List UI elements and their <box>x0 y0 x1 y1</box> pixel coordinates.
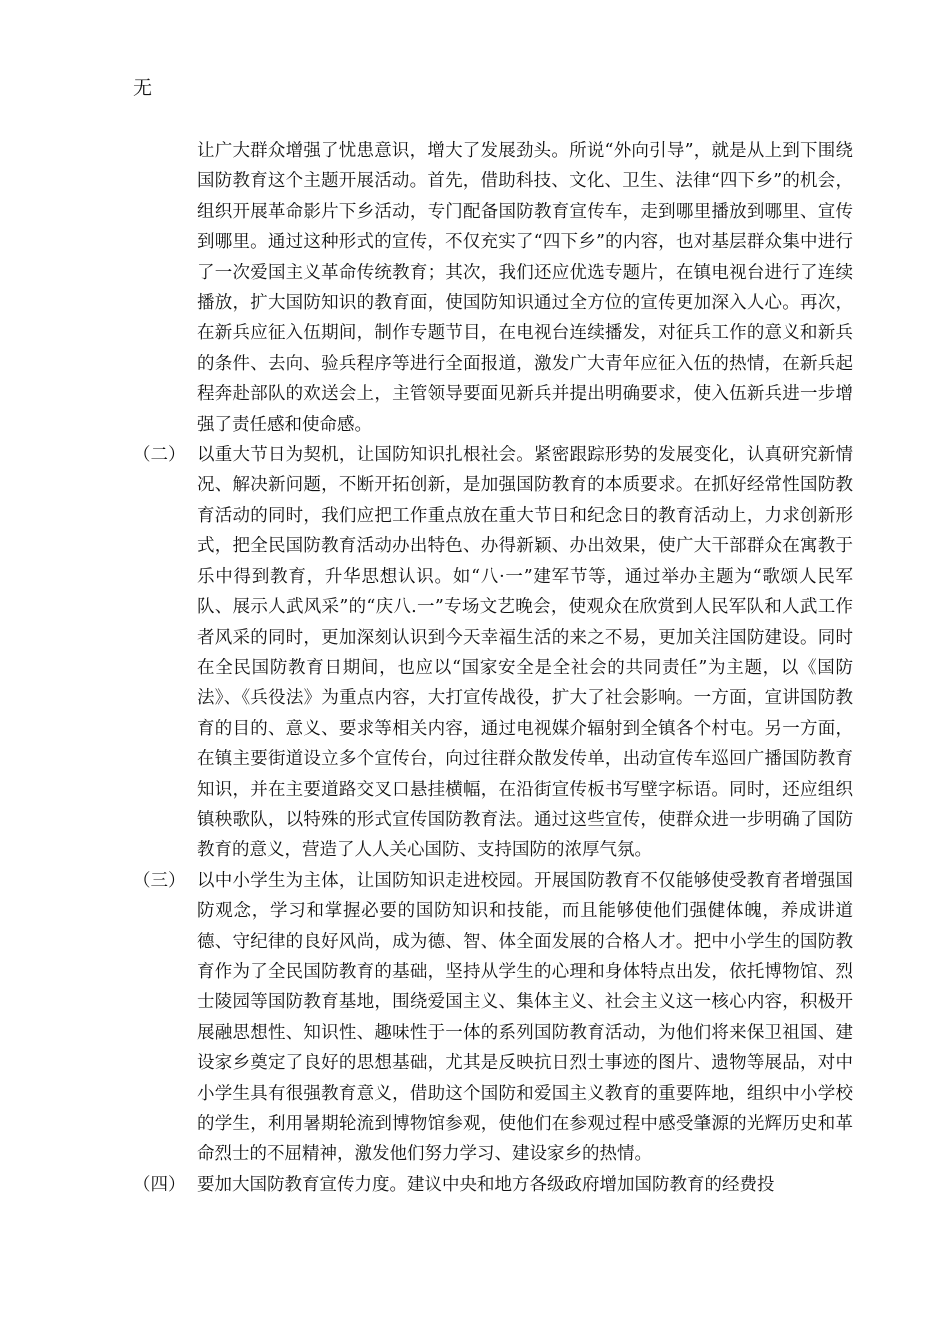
paragraph-continuation <box>133 136 853 440</box>
paragraph-number: （四） <box>133 1174 186 1195</box>
document-body <box>133 136 853 1200</box>
paragraph-section-3 <box>133 866 853 1170</box>
paragraph-text: 以中小学生为主体，让国防知识走进校园。开展国防教育不仅能够使受教育者增强国防观念，学习和掌握必要的国防知识和技能，而且能够使他们强健体魄，养成讲道德、守纪律的良好风尚，成为德、智、体全面发展的合格人才。把中小学生的国防教育作为了全民国防教育的基础，坚持从学生的心理和身体特点出发，依托博物馆、烈士陵园等国防教育基地，围绕爱国主义、集体主义、社会主义这一核心内容，积极开展融思想性、知识性、趣味性于一体的系列国防教育活动，为他们将来保卫祖国、建设家乡奠定了良好的思想基础，尤其是反映抗日烈士事迹的图片、遗物等展品，对中小学生具有很强教育意义，借助这个国防和爱国主义教育的重要阵地，组织中小学校的学生，利用暑期轮流到博物馆参观，使他们在参观过程中感受肇源的光辉历史和革命烈士的不屈精神，激发他们努力学习、建设家乡的热情。 <box>197 870 853 1165</box>
header-mark: 无 <box>133 77 153 99</box>
paragraph-number: （三） <box>133 870 186 891</box>
paragraph-text: 要加大国防教育宣传力度。建议中央和地方各级政府增加国防教育的经费投 <box>197 1174 775 1195</box>
paragraph-number: （二） <box>133 445 186 466</box>
paragraph-section-2 <box>133 440 853 866</box>
paragraph-text: 以重大节日为契机，让国防知识扎根社会。紧密跟踪形势的发展变化，认真研究新情况、解决新问题，不断开拓创新，是加强国防教育的本质要求。在抓好经常性国防教育活动的同时，我们应把工作重点放在重大节日和纪念日的教育活动上，力求创新形式，把全民国防教育活动办出特色、办得新颖、办出效果，使广大干部群众在寓教于乐中得到教育，升华思想认识。如“八·一”建军节等，通过举办主题为“歌颂人民军队、展示人武风采”的“庆八.一”专场文艺晚会，使观众在欣赏到人民军队和人武工作者风采的同时，更加深刻认识到今天幸福生活的来之不易，更加关注国防建设。同时在全民国防教育日期间，也应以“国家安全是全社会的共同责任”为主题，以《国防法》、《兵役法》为重点内容，大打宣传战役，扩大了社会影响。一方面，宣讲国防教育的目的、意义、要求等相关内容，通过电视媒介辐射到全镇各个村屯。另一方面，在镇主要街道设立多个宣传台，向过往群众散发传单，出动宣传车巡回广播国防教育知识，并在主要道路交叉口悬挂横幅，在沿街宣传板书写壁字标语。同时，还应组织镇秧歌队，以特殊的形式宣传国防教育法。通过这些宣传，使群众进一步明确了国防教育的意义，营造了人人关心国防、支持国防的浓厚气氛。 <box>197 445 853 861</box>
paragraph-text: 让广大群众增强了忧患意识，增大了发展劲头。所说“外向引导”，就是从上到下围绕国防教育这个主题开展活动。首先，借助科技、文化、卫生、法律“四下乡”的机会，组织开展革命影片下乡活动，专门配备国防教育宣传车，走到哪里播放到哪里、宣传到哪里。通过这种形式的宣传，不仅充实了“四下乡”的内容，也对基层群众集中进行了一次爱国主义革命传统教育；其次，我们还应优选专题片，在镇电视台进行了连续播放，扩大国防知识的教育面，使国防知识通过全方位的宣传更加深入人心。再次，在新兵应征入伍期间，制作专题节目，在电视台连续播发，对征兵工作的意义和新兵的条件、去向、验兵程序等进行全面报道，激发广大青年应征入伍的热情，在新兵起程奔赴部队的欢送会上，主管领导要面见新兵并提出明确要求，使入伍新兵进一步增强了责任感和使命感。 <box>197 141 853 435</box>
paragraph-section-4 <box>133 1170 853 1200</box>
